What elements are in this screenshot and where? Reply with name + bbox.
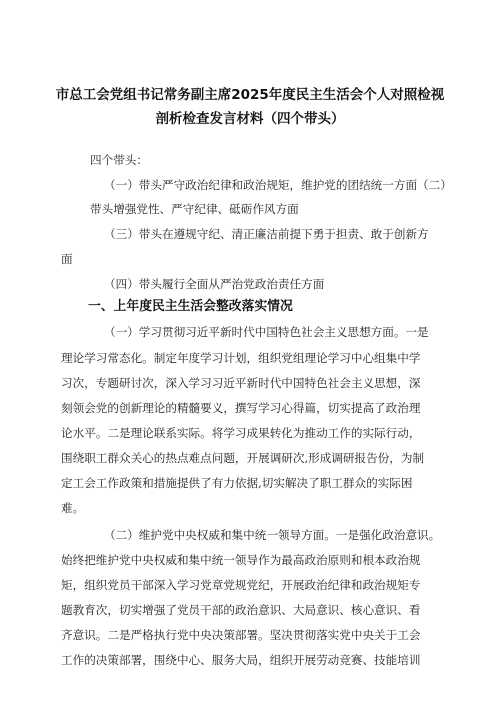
body-line: （一）带头严守政治纪律和政治规矩，维护党的团结统一方面（二） — [104, 178, 452, 192]
body-line: 齐意识。二是严格执行党中央决策部署。坚决贯彻落实党中央关于工会 — [61, 628, 421, 642]
body-line: 理论学习常态化。制定年度学习计划，组织党组理论学习中心组集中学 — [61, 351, 421, 365]
document-title-line-1: 市总工会党组书记常务副主席2025年度民主生活会个人对照检视 — [55, 87, 445, 103]
body-line: 面 — [61, 252, 73, 266]
body-line: 难。 — [61, 501, 85, 515]
body-line: （四）带头履行全面从严治党政治责任方面 — [104, 277, 325, 291]
body-line: 习次，专题研讨次，深入学习习近平新时代中国特色社会主义思想，深 — [61, 376, 421, 390]
body-line: 题教育次，切实增强了党员干部的政治意识、大局意识、核心意识、看 — [61, 603, 421, 617]
document-title-line-2: 剖析检查发言材料（四个带头） — [155, 111, 345, 127]
body-line: 始终把维护党中央权威和集中统一领导作为最高政治原则和根本政治规 — [61, 553, 421, 567]
body-line: 论水平。二是理论联系实际。将学习成果转化为推动工作的实际行动， — [61, 426, 421, 440]
body-line: 定工会工作政策和措施提供了有力依据,切实解决了职工群众的实际困 — [61, 476, 413, 490]
body-line: 矩，组织党员干部深入学习党章党规党纪，开展政治纪律和政治规矩专 — [61, 578, 421, 592]
body-line: （三）带头在遵规守纪、清正廉洁前提下勇于担责、敢于创新方 — [104, 227, 429, 241]
body-line: 工作的决策部署，围绕中心、服务大局，组织开展劳动竞赛、技能培训 — [61, 653, 421, 667]
body-line: 刻领会党的创新理论的精髓要义，撰写学习心得篇，切实提高了政治理 — [61, 401, 421, 415]
section-heading: 一、上年度民主生活会整改落实情况 — [88, 299, 293, 314]
body-line: 围绕职工群众关心的热点难点问题，开展调研次,形成调研报告份，为制 — [61, 451, 425, 465]
body-line: 带头增强党性、严守纪律、砥砺作风方面 — [90, 202, 299, 216]
body-line: （二）维护党中央权威和集中统一领导方面。一是强化政治意识。 — [104, 528, 441, 542]
section-intro: 四个带头： — [90, 153, 148, 167]
body-line: （一）学习贯彻习近平新时代中国特色社会主义思想方面。一是 — [104, 325, 429, 339]
